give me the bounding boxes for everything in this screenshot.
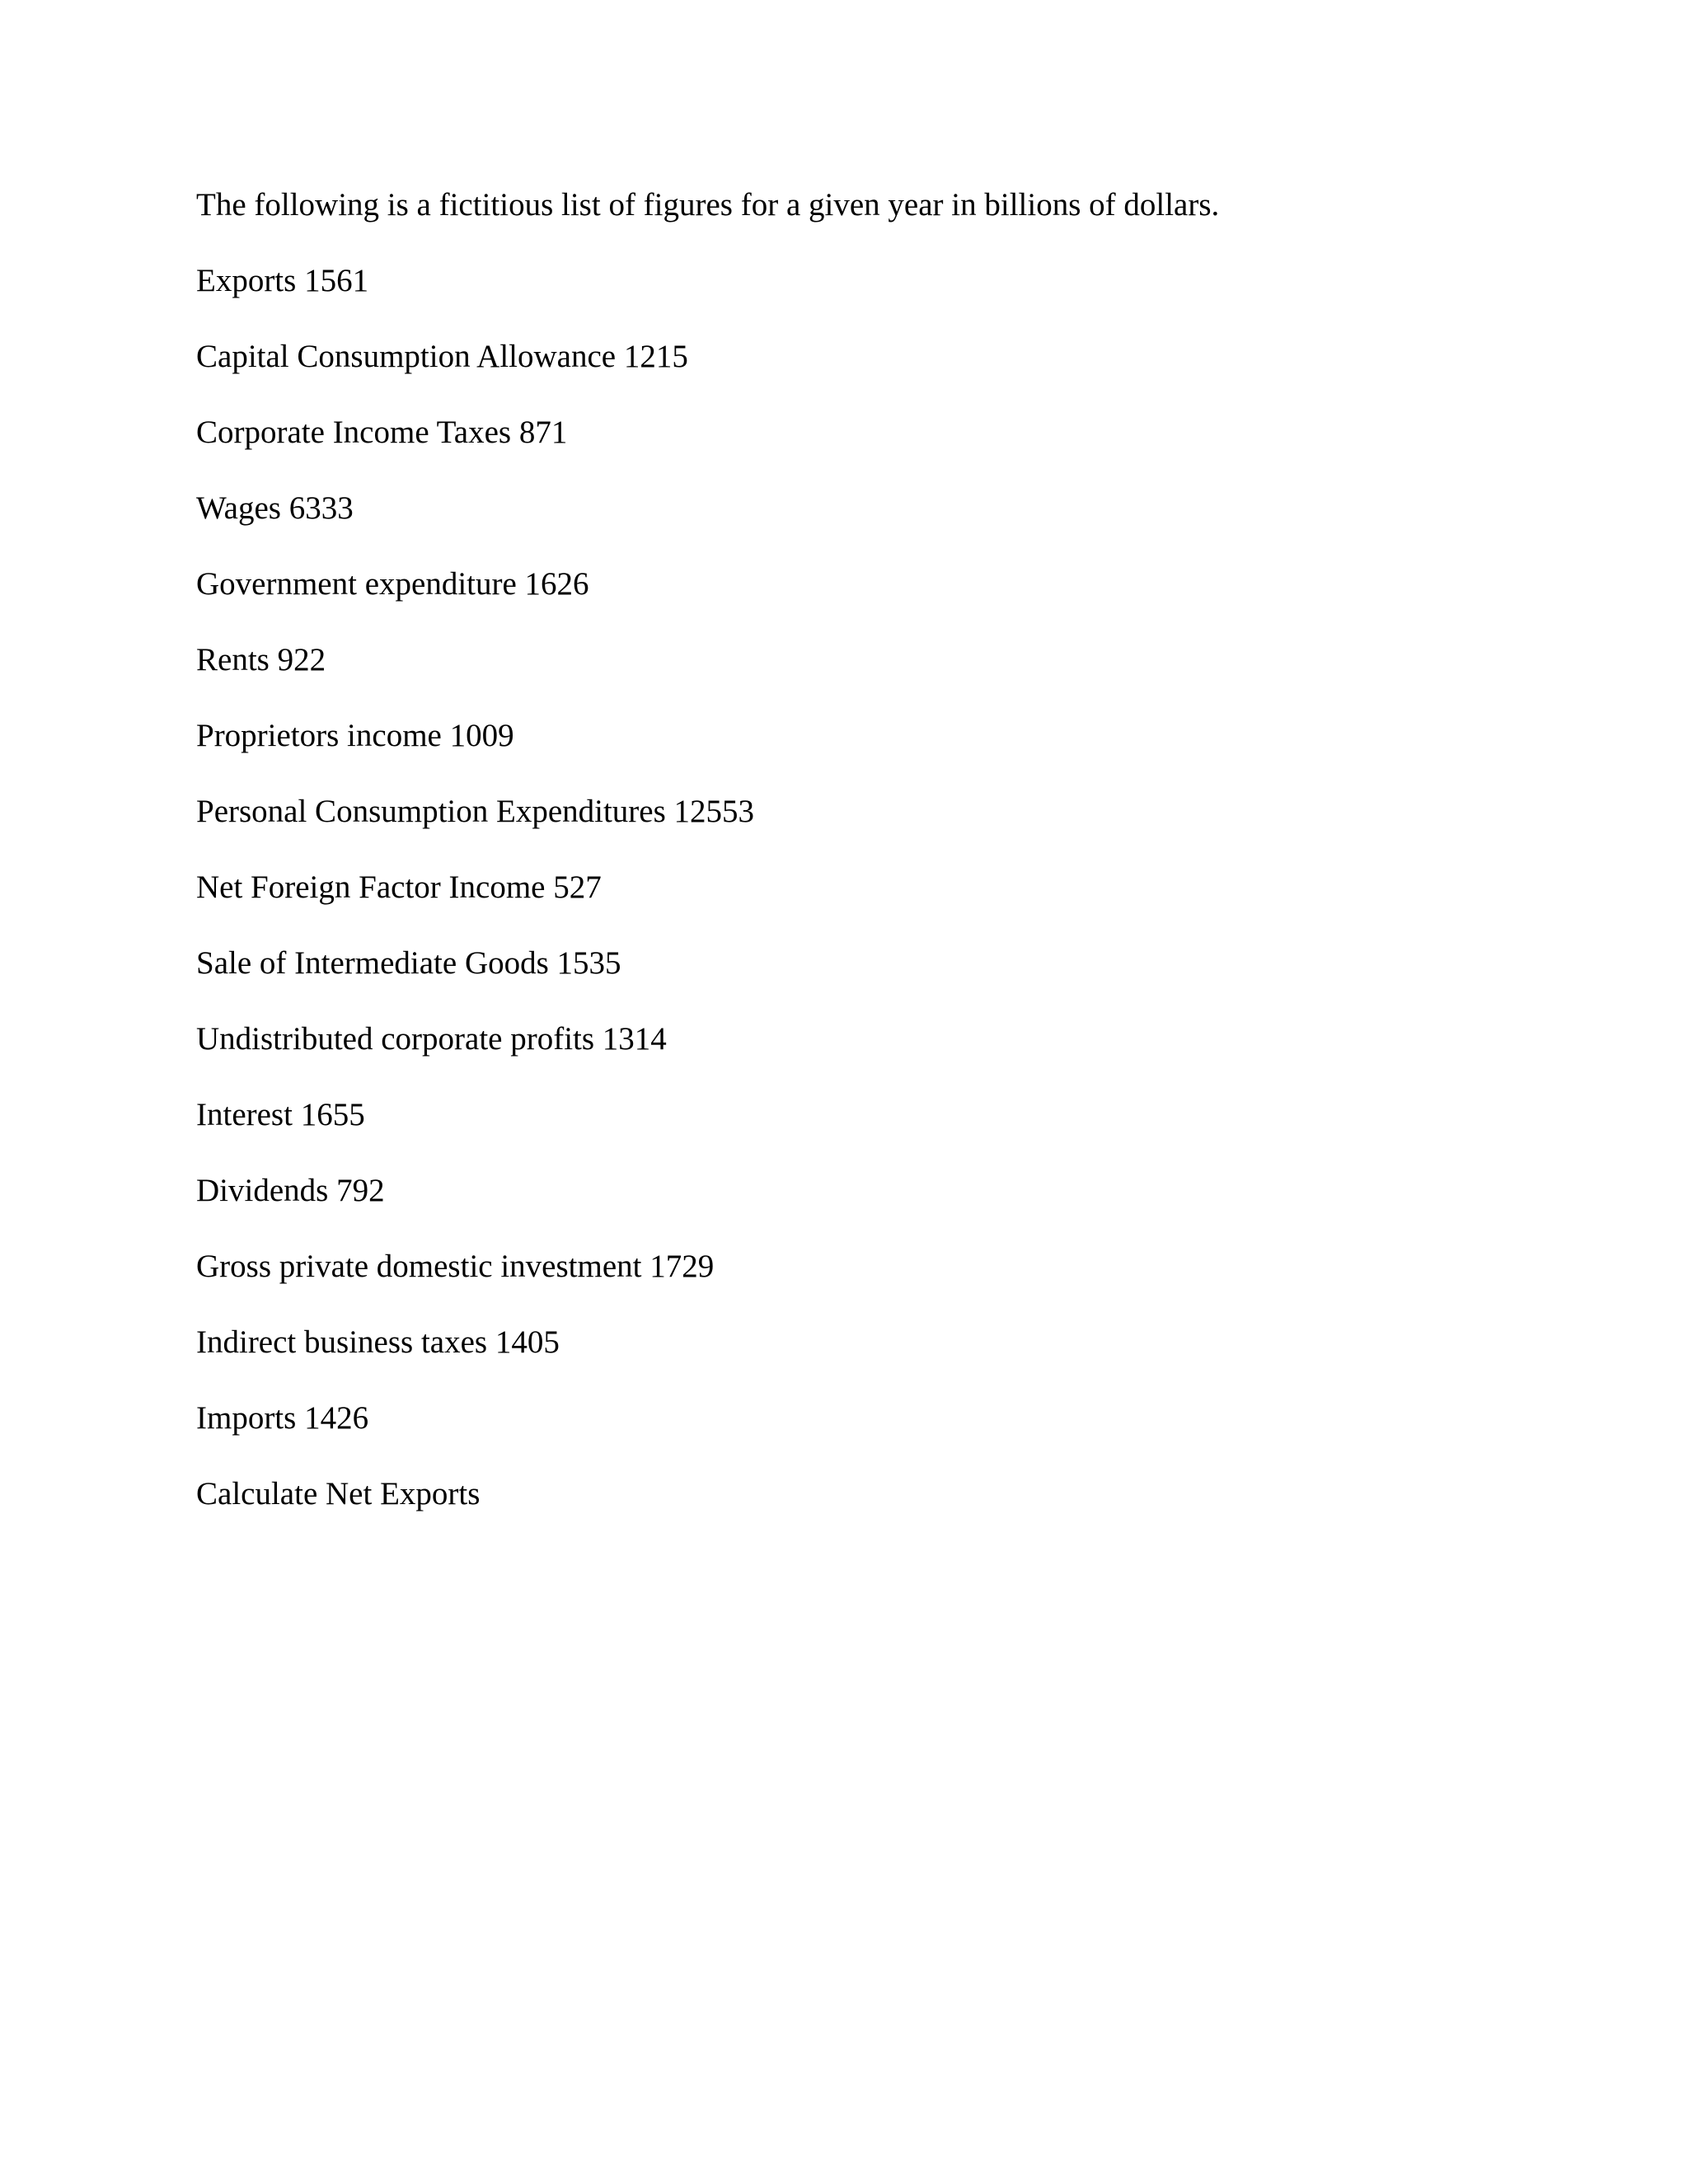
list-item-imports: Imports 1426 [196,1400,369,1436]
list-item-sale-of-intermediate-goods: Sale of Intermediate Goods 1535 [196,945,621,981]
list-item-government-expenditure: Government expenditure 1626 [196,566,589,602]
list-item-exports: Exports 1561 [196,263,369,298]
list-item-proprietors-income: Proprietors income 1009 [196,718,514,753]
list-item-wages: Wages 6333 [196,490,354,526]
list-item-gross-private-domestic-investment: Gross private domestic investment 1729 [196,1249,715,1284]
list-item-dividends: Dividends 792 [196,1173,385,1208]
list-item-indirect-business-taxes: Indirect business taxes 1405 [196,1324,560,1360]
question-text: Calculate Net Exports [196,1476,481,1511]
list-item-corporate-income-taxes: Corporate Income Taxes 871 [196,415,568,450]
list-item-capital-consumption-allowance: Capital Consumption Allowance 1215 [196,339,688,374]
list-item-undistributed-corporate-profits: Undistributed corporate profits 1314 [196,1021,667,1057]
list-item-personal-consumption-expenditures: Personal Consumption Expenditures 12553 [196,794,755,829]
document-body [196,186,1597,1551]
list-item-interest: Interest 1655 [196,1097,365,1132]
list-item-rents: Rents 922 [196,642,326,677]
list-item-net-foreign-factor-income: Net Foreign Factor Income 527 [196,869,602,905]
intro-paragraph: The following is a fictitious list of figures for a given year in billions of dollars. [196,187,1220,223]
